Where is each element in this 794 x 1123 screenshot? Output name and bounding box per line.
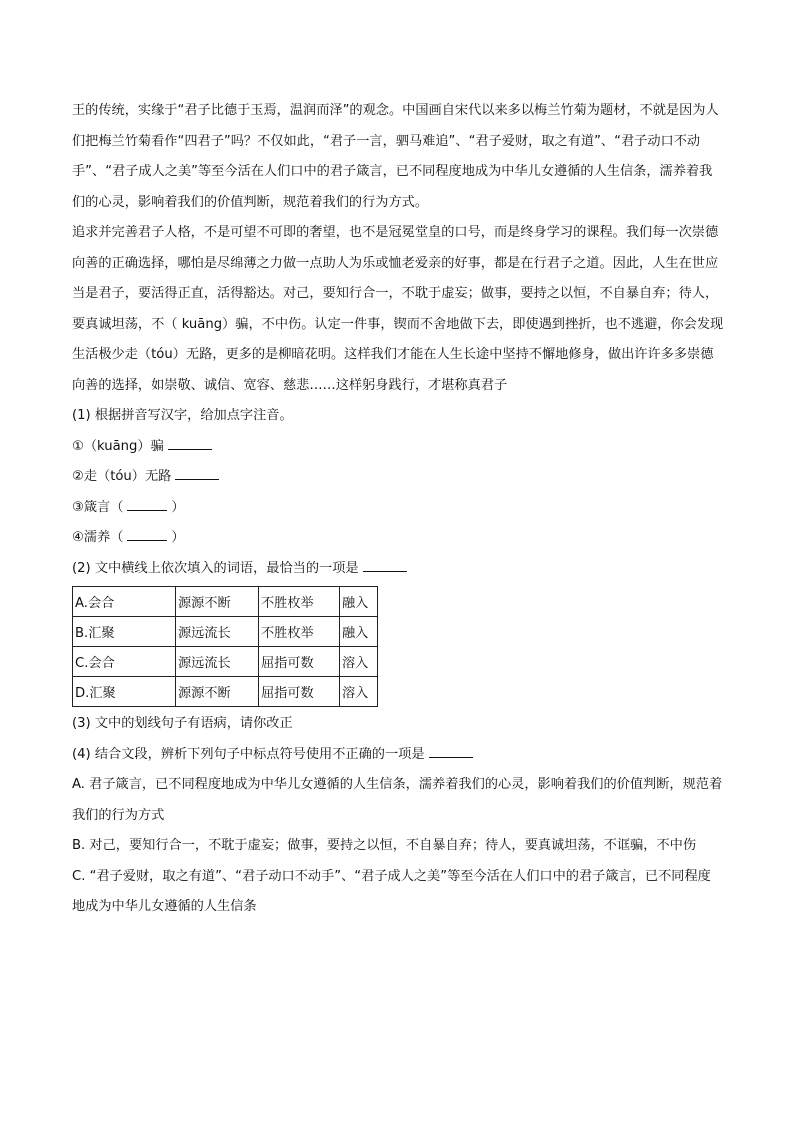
question-4-text: (4) 结合文段，辨析下列句子中标点符号使用不正确的一项是 xyxy=(72,746,425,762)
table-cell: 源源不断 xyxy=(176,587,259,617)
table-cell: 源远流长 xyxy=(176,647,259,677)
passage-paragraph-1: 王的传统，实缘于“君子比德于玉焉，温润而泽”的观念。中国画自宋代以来多以梅兰竹菊为题材，不就是因为人们把梅兰竹菊看作“四君子”吗？不仅如此，“君子一言，驷马难追”、“君子爱财，取之有道”、“君子动口不动手”、“君子成人之美”等至今活在人们口中的君子箴言，已不同程度地成为中华儿女遵循的人生信条，濡养着我们的心灵，影响着我们的价值判断，规范着我们的行为方式。 xyxy=(72,103,719,210)
item-label: ②走（tóu）无路 xyxy=(72,469,172,484)
question-1-item-3 xyxy=(72,493,724,524)
table-row xyxy=(73,587,378,617)
item-label: ①（kuāng）骗 xyxy=(72,438,164,454)
question-4-option-b[interactable]: B. 对己，要知行合一，不耽于虚妄；做事，要持之以恒，不自暴自弃；待人，要真诚坦荡，不诓骗，不中伤 xyxy=(72,838,697,853)
answer-blank[interactable] xyxy=(127,496,167,511)
item-suffix: ） xyxy=(171,530,185,545)
question-1-item-4 xyxy=(72,523,724,554)
question-1-item-2 xyxy=(72,462,724,493)
table-cell: 融入 xyxy=(340,617,378,647)
table-cell: C.会合 xyxy=(73,647,176,677)
question-1-stem: (1) 根据拼音写汉字，给加点字注音。 xyxy=(72,408,293,423)
table-row xyxy=(73,617,378,647)
table-cell: 屈指可数 xyxy=(259,647,340,677)
question-4-stem xyxy=(72,740,724,771)
answer-blank[interactable] xyxy=(127,526,167,541)
table-cell: 不胜枚举 xyxy=(259,587,340,617)
table-cell: 屈指可数 xyxy=(259,677,340,707)
table-cell: D.汇聚 xyxy=(73,677,176,707)
question-1-item-1 xyxy=(72,432,724,463)
table-cell: 溶入 xyxy=(340,677,378,707)
table-cell: 融入 xyxy=(340,587,378,617)
document-page xyxy=(72,96,724,923)
table-cell: B.汇聚 xyxy=(73,617,176,647)
item-label: ③箴言（ xyxy=(72,499,124,515)
table-cell: 源远流长 xyxy=(176,617,259,647)
answer-blank[interactable] xyxy=(429,743,473,758)
question-4-option-a[interactable]: A. 君子箴言，已不同程度地成为中华儿女遵循的人生信条，濡养着我们的心灵，影响着我们的价值判断，规范着我们的行为方式 xyxy=(72,777,723,823)
question-2-text: (2) 文中横线上依次填入的词语，最恰当的一项是 xyxy=(72,560,359,576)
question-2-stem xyxy=(72,554,724,585)
table-cell: 不胜枚举 xyxy=(259,617,340,647)
question-3-stem: (3) 文中的划线句子有语病，请你改正 xyxy=(72,716,293,731)
choices-table xyxy=(72,586,378,707)
table-cell: 源源不断 xyxy=(176,677,259,707)
item-suffix: ） xyxy=(171,499,185,515)
table-cell: A.会合 xyxy=(73,587,176,617)
answer-blank[interactable] xyxy=(363,557,407,572)
table-cell: 溶入 xyxy=(340,647,378,677)
answer-blank[interactable] xyxy=(175,465,219,480)
table-row xyxy=(73,647,378,677)
passage-paragraph-2: 追求并完善君子人格，不是可望不可即的奢望，也不是冠冕堂皇的口号，而是终身学习的课程。我们每一次崇德向善的正确选择，哪怕是尽绵薄之力做一点助人为乐或恤老爱亲的好事，都是在行君子之道。因此，人生在世应当是君子，要活得正直，活得豁达。对己，要知行合一，不耽于虚妄；做事，要持之以恒，不自暴自弃；待人，要真诚坦荡，不（ kuāng）骗，不中伤。认定一件事，锲而不舍地做下去，即使遇到挫折，也不逃避，你会发现生活极少走（tóu）无路，更多的是柳暗花明。这样我们才能在人生长途中坚持不懈地修身，做出许许多多崇德向善的选择，如崇敬、诚信、宽容、慈悲……这样躬身践行，才堪称真君子 xyxy=(72,225,724,393)
table-row xyxy=(73,677,378,707)
question-4-option-c[interactable]: C. “君子爱财，取之有道”、“君子动口不动手”、“君子成人之美”等至今活在人们口中的君子箴言，已不同程度地成为中华儿女遵循的人生信条 xyxy=(72,868,711,914)
answer-blank[interactable] xyxy=(168,435,212,450)
item-label: ④濡养（ xyxy=(72,530,124,545)
